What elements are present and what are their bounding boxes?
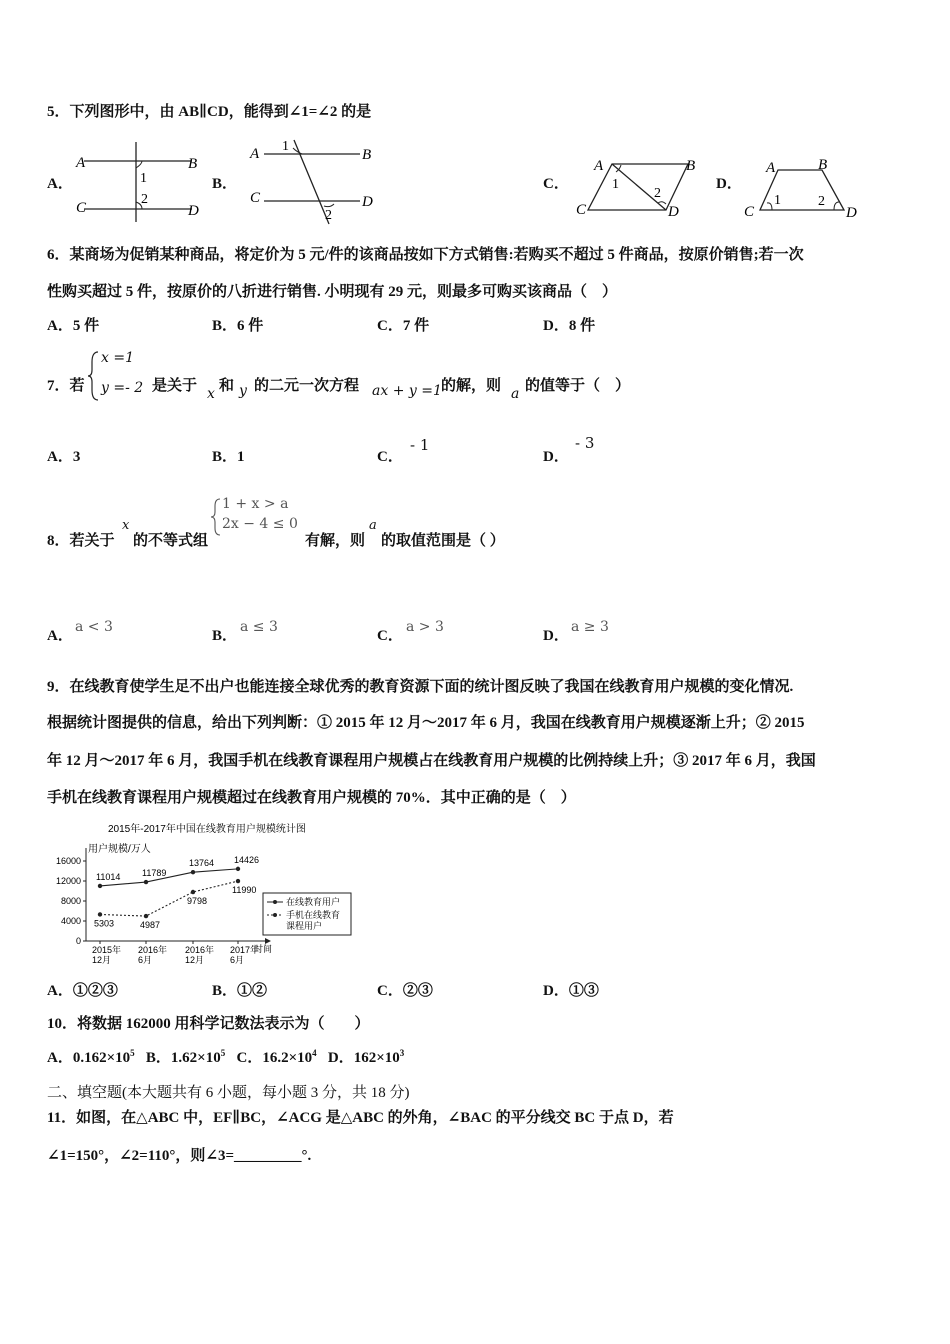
q8-option-c-label: C． bbox=[377, 628, 403, 644]
q8-text2: 有解，则 bbox=[305, 533, 366, 549]
data-point bbox=[144, 914, 148, 918]
q7-option-d-label: D． bbox=[543, 449, 569, 465]
data-point bbox=[144, 880, 148, 884]
q8-inequality-brace bbox=[211, 497, 221, 537]
q6-option-a: A．5 件 bbox=[47, 318, 100, 334]
q6-option-c: C．7 件 bbox=[377, 318, 430, 334]
chart-ylabel: 用户规模/万人 bbox=[88, 844, 151, 855]
q5a-label-D: D bbox=[188, 203, 199, 219]
q5d-angle-2: 2 bbox=[818, 194, 825, 209]
q5b-label-D: D bbox=[362, 194, 373, 210]
q7-eq2: y =- 2 bbox=[101, 380, 144, 396]
q10-stem: 10．将数据 162000 用科学记数法表示为（ ） bbox=[47, 1016, 370, 1032]
q7-equation: ax + y =1 bbox=[372, 383, 442, 399]
q5-figure-d bbox=[740, 154, 870, 224]
q9-line4: 手机在线教育课程用户规模超过在线教育用户规模的 70%．其中正确的是（ ） bbox=[47, 790, 576, 806]
q5b-label-A: A bbox=[250, 146, 260, 162]
q7-equation-brace bbox=[88, 350, 100, 402]
chart-title: 2015年-2017年中国在线教育用户规模统计图 bbox=[108, 824, 306, 835]
x-tick-label: 12月 bbox=[185, 955, 205, 965]
x-tick-label: 12月 bbox=[92, 955, 112, 965]
q8-option-c-value: a > 3 bbox=[406, 619, 444, 635]
q7-var-y: y bbox=[239, 383, 247, 399]
data-label: 11789 bbox=[142, 868, 167, 879]
q9-option-b: B．①② bbox=[212, 983, 268, 999]
legend-series-1: 在线教育用户 bbox=[286, 897, 341, 907]
data-point bbox=[236, 879, 240, 883]
q5a-label-B: B bbox=[188, 156, 198, 172]
q5-option-a-label: A． bbox=[47, 176, 73, 192]
q8-option-d-value: a ≥ 3 bbox=[571, 619, 609, 635]
x-tick-label: 2016年 bbox=[185, 945, 215, 955]
data-label: 14426 bbox=[234, 854, 260, 865]
q5c-label-D: D bbox=[668, 204, 679, 220]
q7-option-a: A．3 bbox=[47, 449, 81, 465]
data-point bbox=[191, 890, 195, 894]
q5a-label-C: C bbox=[76, 200, 87, 216]
q8-option-a-label: A． bbox=[47, 628, 73, 644]
section-heading: 二、填空题(本大题共有 6 小题，每小题 3 分，共 18 分) bbox=[47, 1085, 410, 1101]
q5d-label-D: D bbox=[846, 205, 857, 221]
q7-text2: 和 bbox=[219, 378, 235, 394]
q5-figure-b bbox=[244, 136, 384, 228]
q11-line2: ∠1=150°，∠2=110°，则∠3=_________°. bbox=[47, 1148, 312, 1164]
chart-xlabel: 时间 bbox=[254, 944, 273, 954]
q5-option-b-label: B． bbox=[212, 176, 238, 192]
q7-text1: 是关于 bbox=[152, 378, 198, 394]
q5d-label-B: B bbox=[818, 157, 828, 173]
q7-text4: 的解，则 bbox=[441, 378, 502, 394]
data-label: 5303 bbox=[94, 918, 115, 929]
q9-option-c: C．②③ bbox=[377, 983, 433, 999]
x-tick-label: 2015年 bbox=[92, 945, 122, 955]
y-tick-label: 8000 bbox=[60, 896, 81, 906]
q9-option-a: A．①②③ bbox=[47, 983, 118, 999]
data-label: 4987 bbox=[140, 920, 161, 931]
q8-var-x: x bbox=[122, 518, 130, 533]
q8-ineq2: 2x − 4 ≤ 0 bbox=[222, 516, 298, 532]
y-tick-label: 16000 bbox=[55, 856, 81, 866]
q5b-angle-1: 1 bbox=[282, 139, 289, 154]
q10-options bbox=[47, 1048, 404, 1068]
q5-figure-c bbox=[574, 154, 704, 222]
q9-line-chart bbox=[40, 818, 370, 976]
legend-series-2-line2: 课程用户 bbox=[286, 921, 323, 931]
q5-option-c-label: C． bbox=[543, 176, 569, 192]
q10-option-a: A．$0.162\times 10^5$ bbox=[47, 1048, 135, 1066]
data-label: 9798 bbox=[187, 896, 208, 907]
data-point bbox=[191, 870, 195, 874]
q8-option-a-value: a < 3 bbox=[75, 619, 113, 635]
q5c-angle-2: 2 bbox=[654, 186, 661, 201]
q7-option-d-value: - 3 bbox=[575, 434, 595, 452]
q7-number: 7．若 bbox=[47, 378, 85, 394]
x-tick-label: 2016年 bbox=[138, 945, 168, 955]
y-tick-label: 4000 bbox=[60, 916, 81, 926]
q10-option-d: D．$162\times 10^3$ bbox=[327, 1048, 405, 1066]
q6-option-b: B．6 件 bbox=[212, 318, 264, 334]
q8-ineq1: 1 + x > a bbox=[222, 496, 289, 512]
data-point bbox=[98, 912, 102, 916]
q6-line1: 6．某商场为促销某种商品，将定价为 5 元/件的该商品按如下方式销售:若购买不超过 5 件商品，按原价销售;若一次 bbox=[47, 247, 804, 263]
q5a-angle-1: 1 bbox=[140, 171, 147, 186]
series-line-2 bbox=[100, 881, 238, 916]
legend-dot-solid bbox=[273, 900, 277, 904]
q5c-label-A: A bbox=[594, 158, 604, 174]
q5b-label-C: C bbox=[250, 190, 261, 206]
legend-dot-dashed bbox=[273, 913, 277, 917]
q7-var-a: a bbox=[511, 386, 520, 402]
q5d-label-A: A bbox=[766, 160, 776, 176]
q10-option-b: B．$1.62\times 10^5$ bbox=[145, 1048, 226, 1066]
q8-number: 8．若关于 bbox=[47, 533, 115, 549]
q5c-angle-1: 1 bbox=[612, 177, 619, 192]
q5d-label-C: C bbox=[744, 204, 755, 220]
q7-text3: 的二元一次方程 bbox=[254, 378, 360, 394]
x-tick-label: 6月 bbox=[138, 955, 153, 965]
q5-figure-a bbox=[72, 140, 212, 225]
q5-stem: 5．下列图形中，由 AB∥CD，能得到∠1=∠2 的是 bbox=[47, 104, 372, 120]
q7-eq1: x =1 bbox=[101, 350, 134, 366]
q8-option-d-label: D． bbox=[543, 628, 569, 644]
x-tick-label: 2017年 bbox=[230, 945, 260, 955]
q5c-label-C: C bbox=[576, 202, 587, 218]
q8-text3: 的取值范围是（ ） bbox=[381, 533, 505, 549]
y-tick-label: 12000 bbox=[55, 876, 81, 886]
q5c-label-B: B bbox=[686, 158, 696, 174]
q7-var-x: x bbox=[207, 386, 215, 402]
q7-option-c-label: C． bbox=[377, 449, 403, 465]
q11-line1: 11．如图，在△ABC 中，EF∥BC，∠ACG 是△ABC 的外角，∠BAC 的平分线交 BC 于点 D，若 bbox=[47, 1110, 674, 1126]
data-point bbox=[236, 867, 240, 871]
q8-option-b-value: a ≤ 3 bbox=[240, 619, 278, 635]
q10-option-c: C．$16.2\times 10^4$ bbox=[236, 1048, 317, 1066]
series-line-1 bbox=[100, 869, 238, 886]
q5-option-d-label: D． bbox=[716, 176, 742, 192]
q5a-angle-2: 2 bbox=[141, 192, 148, 207]
x-tick-label: 6月 bbox=[230, 955, 245, 965]
q5b-label-B: B bbox=[362, 147, 372, 163]
q7-option-b: B．1 bbox=[212, 449, 245, 465]
q7-text5: 的值等于（ ） bbox=[525, 378, 631, 394]
q9-option-d: D．①③ bbox=[543, 983, 599, 999]
legend-series-2-line1: 手机在线教育 bbox=[286, 910, 341, 920]
data-label: 11990 bbox=[232, 885, 257, 896]
data-label: 13764 bbox=[189, 858, 215, 869]
q9-line2: 根据统计图提供的信息，给出下列判断：① 2015 年 12 月～2017 年 6 月，我国在线教育用户规模逐渐上升；② 2015 bbox=[47, 715, 805, 731]
q9-line1: 9．在线教育使学生足不出户也能连接全球优秀的教育资源下面的统计图反映了我国在线教育用户规模的变化情况. bbox=[47, 679, 794, 695]
data-label: 11014 bbox=[96, 871, 121, 882]
q7-option-c-value: - 1 bbox=[410, 436, 430, 454]
q9-line3: 年 12 月～2017 年 6 月，我国手机在线教育课程用户规模占在线教育用户规模的比例持续上升；③ 2017 年 6 月，我国 bbox=[47, 753, 816, 769]
q8-text1: 的不等式组 bbox=[133, 533, 209, 549]
q5d-angle-1: 1 bbox=[774, 193, 781, 208]
q6-line2: 性购买超过 5 件，按原价的八折进行销售. 小明现有 29 元，则最多可购买该商品（ ） bbox=[47, 284, 618, 300]
q8-var-a: a bbox=[369, 518, 377, 533]
data-point bbox=[98, 884, 102, 888]
q6-option-d: D．8 件 bbox=[543, 318, 596, 334]
q8-option-b-label: B． bbox=[212, 628, 238, 644]
y-tick-label: 0 bbox=[75, 936, 81, 946]
q5a-label-A: A bbox=[76, 155, 86, 171]
q5b-angle-2: 2 bbox=[325, 208, 332, 223]
